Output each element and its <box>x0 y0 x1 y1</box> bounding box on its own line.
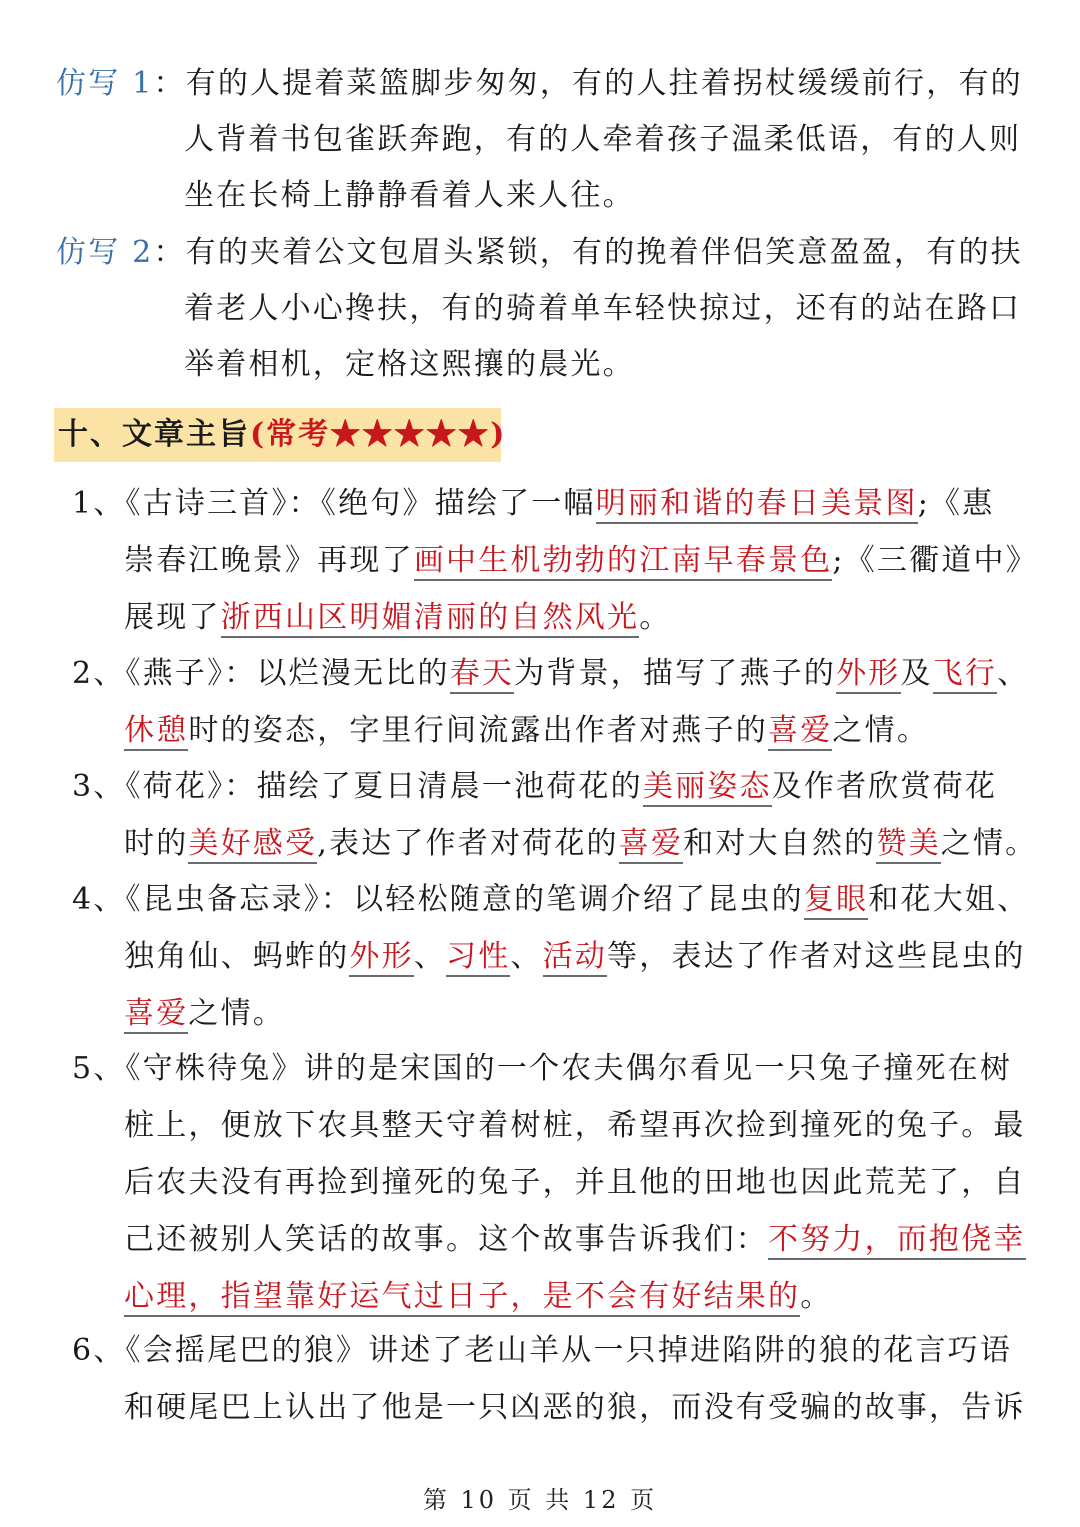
text-segment: 3、《荷花》：描绘了夏日清晨一池荷花的 <box>72 769 643 804</box>
key-phrase: 习性 <box>446 939 510 977</box>
key-phrase: 外形 <box>836 656 900 694</box>
imitation-1-line-3: 坐在长椅上静静看着人来人往。 <box>184 178 635 213</box>
item-1-line-2 <box>124 541 1038 581</box>
item-6-line-2 <box>124 1388 1026 1428</box>
item-3-line-2 <box>124 824 1037 864</box>
item-1-line-3 <box>124 598 671 638</box>
key-phrase: 复眼 <box>804 882 868 920</box>
text-segment: 和对大自然的 <box>683 826 877 861</box>
key-phrase: 休憩 <box>124 713 188 751</box>
imitation-1-label: 仿写 1 <box>56 66 154 101</box>
key-phrase: 明丽和谐的春日美景图 <box>596 486 918 524</box>
item-2-line-1 <box>72 654 1029 694</box>
imitation-1-line-2: 人背着书包雀跃奔跑，有的人牵着孩子温柔低语，有的人则 <box>184 122 1022 157</box>
item-6-line-1 <box>72 1331 1012 1371</box>
text-segment: 6、《会摇尾巴的狼》讲述了老山羊从一只掉进陷阱的狼的花言巧语 <box>72 1333 1013 1368</box>
key-phrase: 不努力，而抱侥幸 <box>768 1222 1026 1260</box>
text-segment: 之情。 <box>940 826 1038 861</box>
text-segment: 崇春江晚景》再现了 <box>124 543 414 578</box>
text-segment: 及 <box>900 656 933 691</box>
key-phrase: 飞行 <box>933 656 997 694</box>
item-5-line-2 <box>124 1106 1026 1146</box>
text-segment: 桩上，便放下农具整天守着树桩，希望再次捡到撞死的兔子。最 <box>124 1108 1026 1143</box>
text-segment: 时的 <box>124 826 189 861</box>
text-segment: 和花大姐、 <box>868 882 1030 917</box>
item-3-line-1 <box>72 767 997 807</box>
item-2-line-2 <box>124 711 929 751</box>
text-segment: 5、《守株待兔》讲的是宋国的一个农夫偶尔看见一只兔子撞死在树 <box>72 1051 1013 1086</box>
key-phrase: 浙西山区明媚清丽的自然风光 <box>221 600 640 638</box>
text-segment: 独角仙、蚂蚱的 <box>124 939 350 974</box>
imitation-2-label: 仿写 2 <box>56 235 154 270</box>
text-segment: 时的姿态，字里行间流露出作者对燕子的 <box>188 713 769 748</box>
text-segment: 4、《昆虫备忘录》：以轻松随意的笔调介绍了昆虫的 <box>72 882 804 917</box>
key-phrase: 外形 <box>349 939 413 977</box>
text-segment: ;《惠 <box>917 486 995 521</box>
text-segment: 及作者欣赏荷花 <box>771 769 998 804</box>
item-5-line-3 <box>124 1163 1026 1203</box>
key-phrase: 春天 <box>450 656 514 694</box>
key-phrase: 喜爱 <box>124 996 188 1034</box>
key-phrase: 活动 <box>543 939 607 977</box>
item-4-line-1 <box>72 880 1029 920</box>
text-segment: 、 <box>510 939 543 974</box>
text-segment: 之情。 <box>188 996 286 1031</box>
imitation-2-line-3: 举着相机，定格这熙攘的晨光。 <box>184 347 635 382</box>
text-segment: 展现了 <box>124 600 221 635</box>
imitation-2-line-2: 着老人小心搀扶，有的骑着单车轻快掠过，还有的站在路口 <box>184 291 1022 326</box>
text-segment: 。 <box>800 1279 833 1314</box>
key-phrase: 画中生机勃勃的江南早春景色 <box>414 543 833 581</box>
imitation-1-line-1: 仿写 1：有的人提着菜篮脚步匆匆，有的人拄着拐杖缓缓前行，有的 <box>56 66 1023 101</box>
item-5-line-4 <box>124 1220 1026 1260</box>
item-4-line-2 <box>124 937 1026 977</box>
section-heading <box>58 415 506 455</box>
imitation-2-line-1: 仿写 2：有的夹着公文包眉头紧锁，有的挽着伴侣笑意盈盈，有的扶 <box>56 235 1023 270</box>
text-segment: 。 <box>639 600 672 635</box>
key-phrase: 喜爱 <box>768 713 832 751</box>
key-phrase: 美好感受 <box>188 826 317 864</box>
key-phrase: 美丽姿态 <box>643 769 772 807</box>
item-4-line-3 <box>124 994 285 1034</box>
key-phrase: 喜爱 <box>619 826 683 864</box>
key-phrase: 心理，指望靠好运气过日子，是不会有好结果的 <box>124 1279 800 1317</box>
text-segment: 和硬尾巴上认出了他是一只凶恶的狼，而没有受骗的故事，告诉 <box>124 1390 1026 1425</box>
text-segment: ,表达了作者对荷花的 <box>317 826 619 861</box>
item-5-line-5 <box>124 1277 832 1317</box>
text-segment: ;《三衢道中》 <box>832 543 1038 578</box>
text-segment: 后农夫没有再捡到撞死的兔子，并且他的田地也因此荒芜了，自 <box>124 1165 1026 1200</box>
text-segment: 、 <box>997 656 1030 691</box>
text-segment: 等，表达了作者对这些昆虫的 <box>607 939 1026 974</box>
section-title: 十、文章主旨 <box>58 417 250 452</box>
key-phrase: 赞美 <box>876 826 940 864</box>
item-1-line-1 <box>72 484 994 524</box>
page-footer: 第 10 页 共 12 页 <box>422 1486 658 1514</box>
text-segment: 己还被别人笑话的故事。这个故事告诉我们： <box>124 1222 768 1257</box>
text-segment: 1、《古诗三首》：《绝句》描绘了一幅 <box>72 486 596 521</box>
text-segment: 为背景，描写了燕子的 <box>514 656 837 691</box>
text-segment: 之情。 <box>832 713 930 748</box>
text-segment: 、 <box>413 939 447 974</box>
item-5-line-1 <box>72 1049 1012 1089</box>
text-segment: 2、《燕子》：以烂漫无比的 <box>72 656 450 691</box>
section-tag: (常考★★★★★) <box>250 417 507 452</box>
